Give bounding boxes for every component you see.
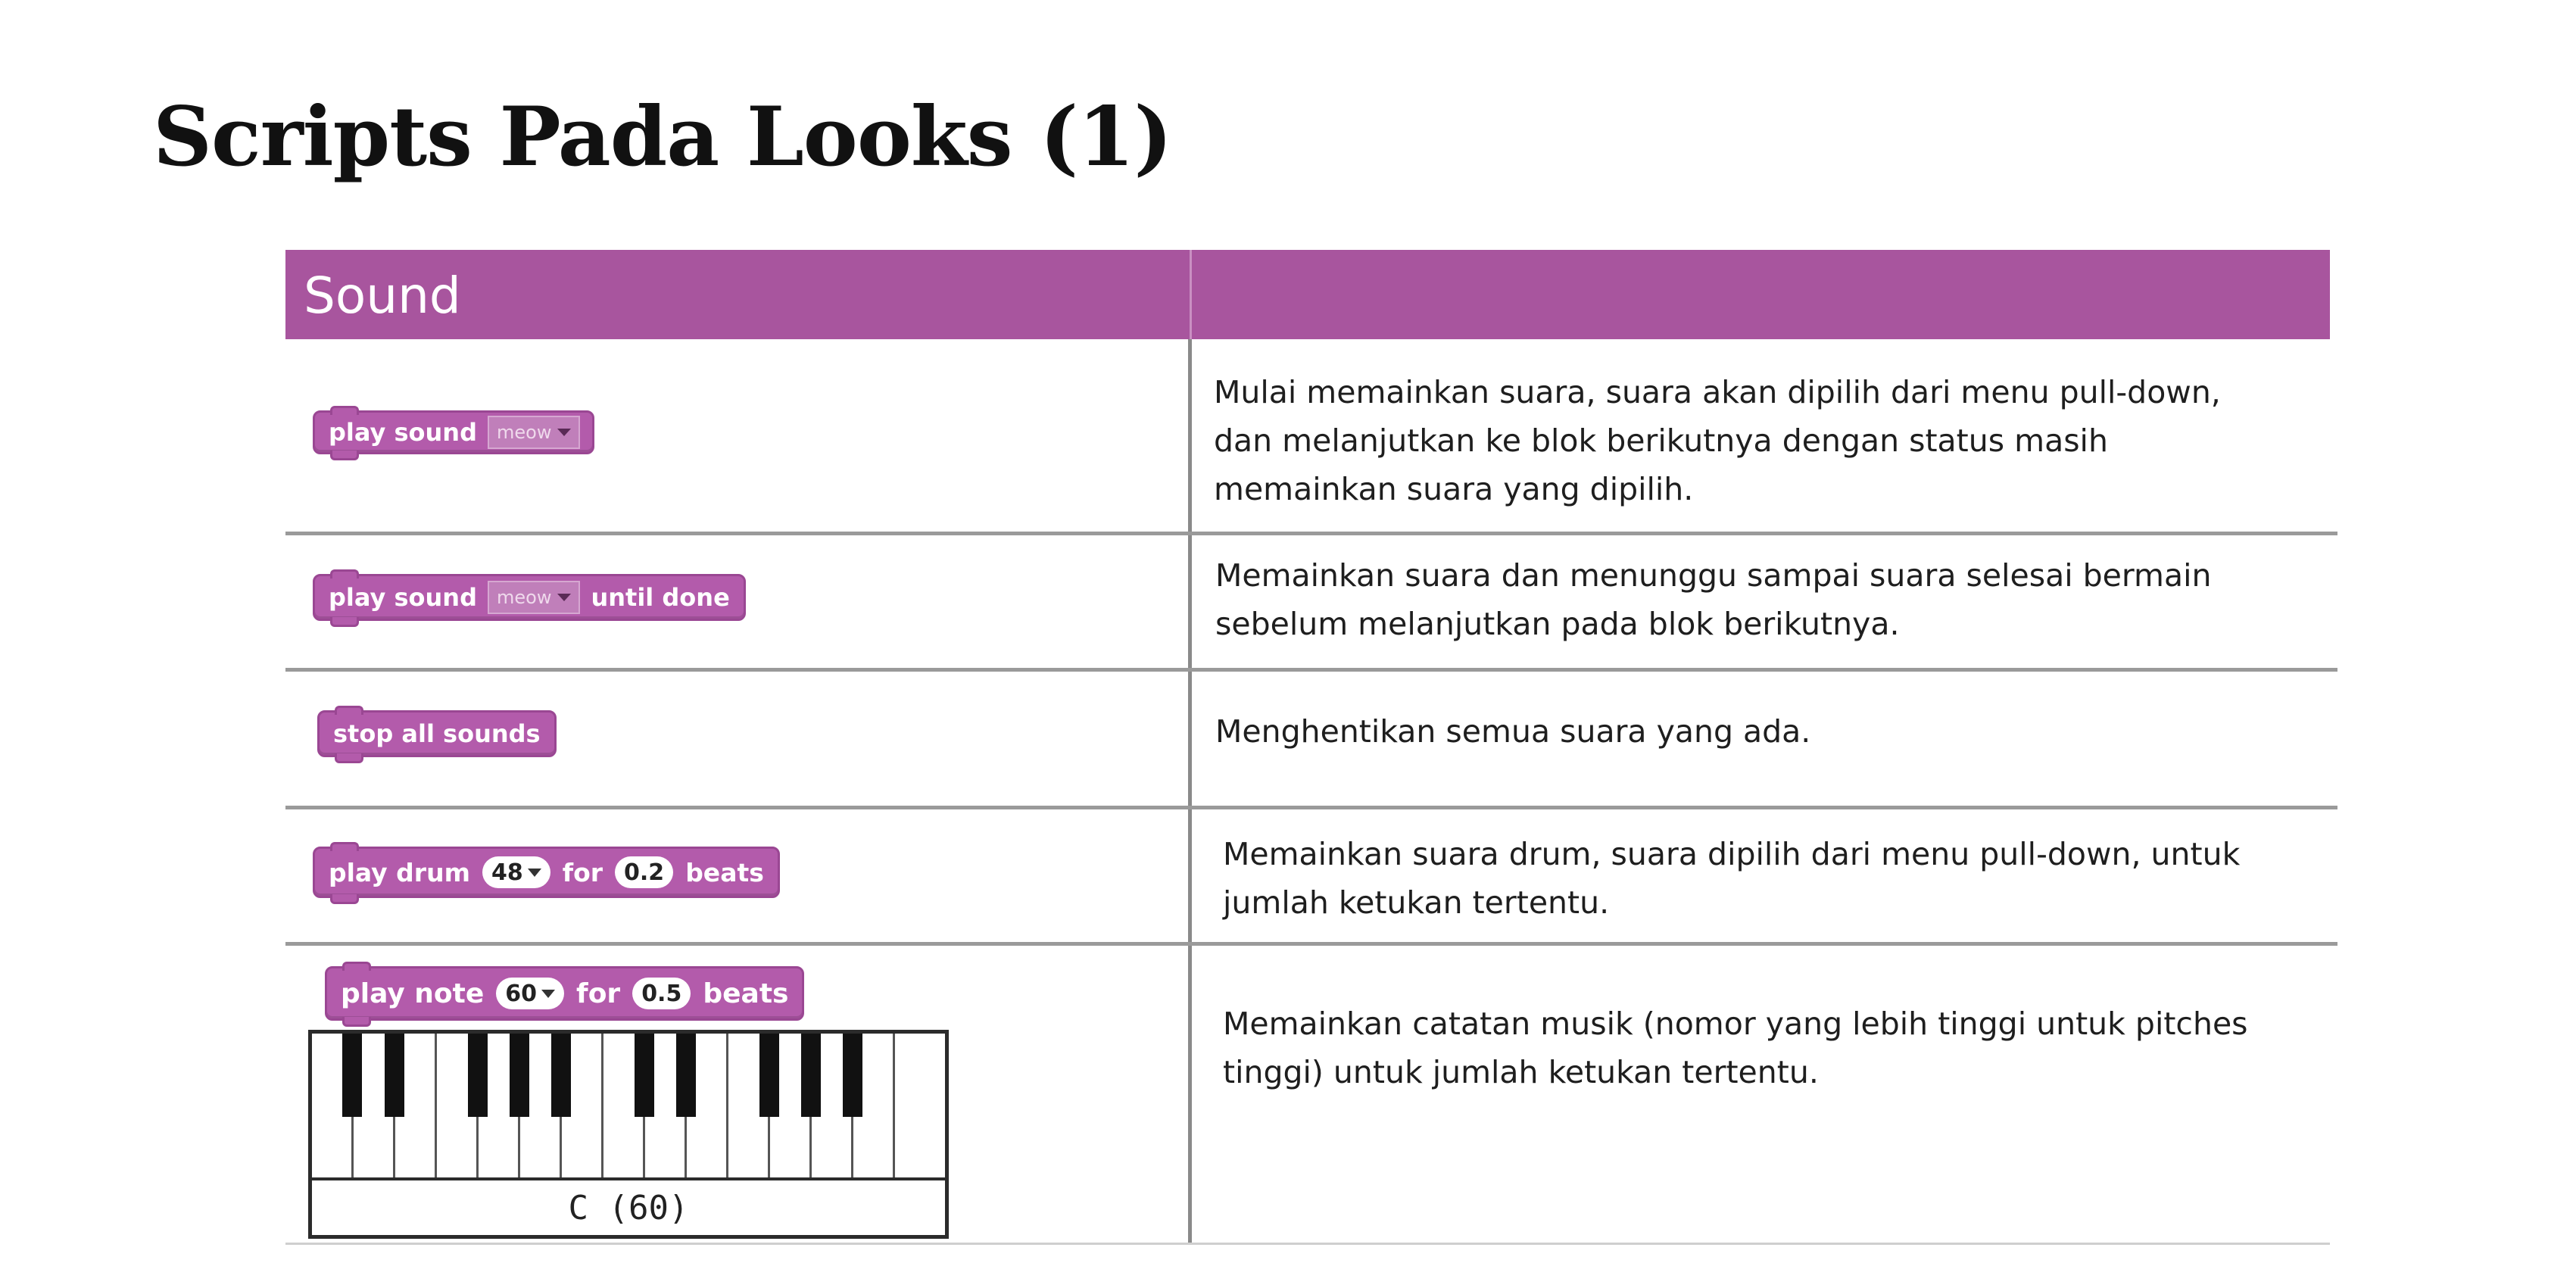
table-header — [285, 250, 2330, 339]
page-title: Scripts Pada Looks (1) — [153, 89, 1172, 185]
piano-black-key — [843, 1034, 862, 1117]
row-description: Mulai memainkan suara, suara akan dipilih dari menu pull-down, dan melanjutkan ke blok berikutnya dengan status masih memainkan suara yang dipilih. — [1214, 374, 2221, 507]
block-label: until done — [591, 583, 730, 612]
block-label: beats — [703, 978, 789, 1009]
beats-input — [615, 856, 673, 888]
sound-dropdown — [488, 416, 580, 449]
row-description: Memainkan suara dan menunggu sampai suara selesai bermain sebelum melanjutkan pada blok berikutnya. — [1215, 557, 2212, 642]
note-number-input — [496, 978, 564, 1009]
piano-black-key — [676, 1034, 696, 1117]
drum-number-input — [482, 856, 550, 888]
piano-keyboard — [308, 1030, 949, 1181]
piano-black-key — [759, 1034, 779, 1117]
block-label: stop all sounds — [333, 719, 541, 748]
piano-black-key — [385, 1034, 404, 1117]
dropdown-arrow-icon — [528, 869, 541, 877]
dropdown-value: meow — [496, 422, 552, 443]
block-label: for — [576, 978, 621, 1009]
dropdown-arrow-icon — [557, 594, 571, 601]
piano-black-key — [510, 1034, 529, 1117]
stop-all-sounds-block — [317, 710, 557, 757]
block-label: play drum — [329, 857, 470, 887]
row-divider — [285, 668, 2337, 672]
play-drum-block — [313, 847, 780, 898]
sound-dropdown — [488, 581, 580, 614]
input-value: 48 — [491, 859, 523, 886]
piano-black-key — [468, 1034, 488, 1117]
table-bottom-border — [285, 1243, 2330, 1245]
input-value: 0.5 — [641, 980, 682, 1007]
piano-black-key — [551, 1034, 571, 1117]
input-value: 0.2 — [624, 859, 665, 886]
piano-black-key — [342, 1034, 362, 1117]
block-label: play sound — [329, 418, 477, 447]
piano-white-key — [895, 1034, 934, 1177]
piano-note-label: C (60) — [308, 1178, 949, 1239]
piano-black-key — [801, 1034, 821, 1117]
row-divider — [285, 532, 2337, 535]
row-description: Menghentikan semua suara yang ada. — [1215, 713, 1811, 750]
play-sound-block — [313, 410, 594, 454]
sound-blocks-table — [285, 250, 2337, 1245]
beats-input — [632, 978, 691, 1009]
input-value: 60 — [505, 980, 538, 1007]
block-label: play sound — [329, 583, 477, 612]
piano-black-key — [635, 1034, 654, 1117]
row-description: Memainkan suara drum, suara dipilih dari menu pull-down, untuk jumlah ketukan tertentu. — [1223, 836, 2241, 921]
play-sound-until-done-block — [313, 574, 746, 621]
row-divider — [285, 942, 2337, 946]
dropdown-arrow-icon — [541, 990, 555, 998]
play-note-block — [325, 966, 804, 1021]
block-label: beats — [685, 857, 764, 887]
row-divider — [285, 806, 2337, 809]
dropdown-value: meow — [496, 587, 552, 608]
header-divider — [1190, 250, 1192, 339]
row-description: Memainkan catatan musik (nomor yang lebih tinggi untuk pitches tinggi) untuk jumlah ketukan tertentu. — [1223, 1006, 2248, 1090]
block-label: play note — [341, 978, 485, 1009]
column-divider — [1188, 339, 1192, 1245]
table-header-label: Sound — [304, 267, 461, 325]
dropdown-arrow-icon — [557, 429, 571, 436]
block-label: for — [562, 857, 603, 887]
